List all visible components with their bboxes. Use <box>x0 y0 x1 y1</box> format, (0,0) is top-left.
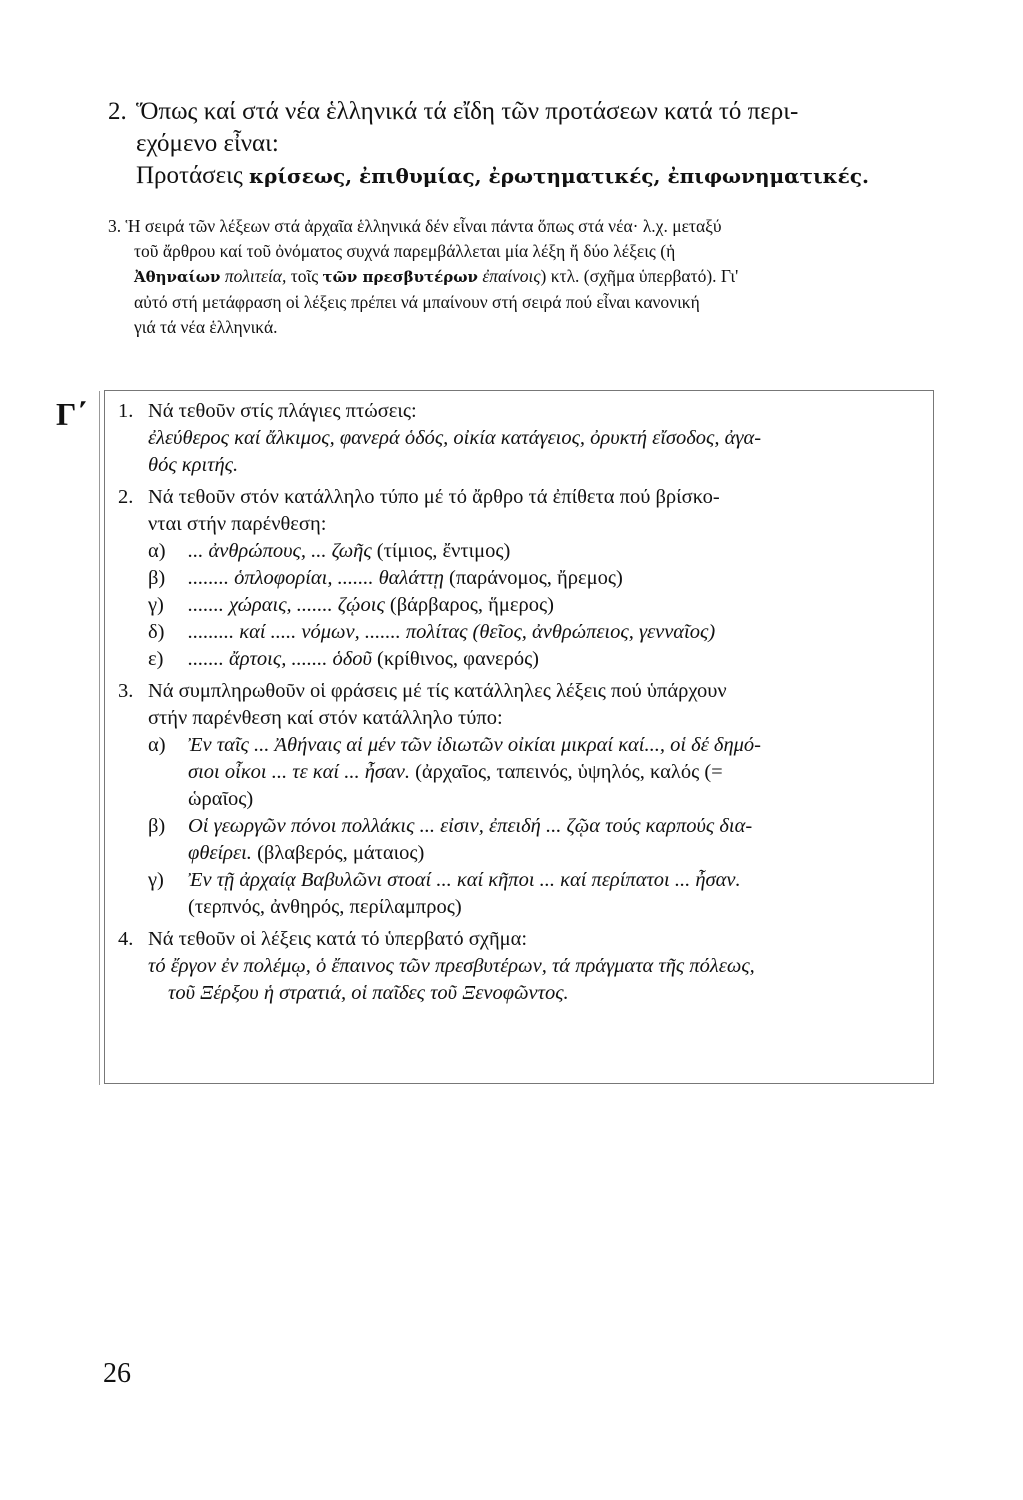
exercise-3-item-a <box>148 732 930 759</box>
exercise-3 <box>118 678 930 921</box>
section-2-line-2: εχόμενο εἶναι: <box>136 130 279 157</box>
section-2-line-1: Ὅπως καί στά νέα ἑλληνικά τά εἴδη τῶν προτάσεων κατά τό περι- <box>136 98 799 125</box>
section-3-text-3b: ) κτλ. (σχῆμα ὑπερβατό). Γι' <box>540 266 739 286</box>
section-3-line-4: αὐτό στή μετάφραση οἱ λέξεις πρέπει νά μπαίνουν στή σειρά πού εἶναι κανονική <box>134 292 700 312</box>
item-blanks: ......... καί ..... νόμων, ....... πολίτας (θεῖος, ἀνθρώπειος, γενναῖος) <box>188 621 716 643</box>
exercise-4-number: 4. <box>118 928 134 950</box>
item-line-2: σιοι οἶκοι ... τε καί ... ἦσαν. <box>188 761 410 783</box>
exercise-2-title-1: Νά τεθοῦν στόν κατάλληλο τύπο μέ τό ἄρθρο τά ἐπίθετα πού βρίσκο- <box>148 486 720 508</box>
section-3-line-2: τοῦ ἄρθρου καί τοῦ ὀνόματος συχνά παρεμβάλλεται μία λέξη ἤ δύο λέξεις (ἡ <box>134 241 676 261</box>
section-3-italic-2: ἐπαίνοις <box>482 266 541 286</box>
item-label: β) <box>148 815 166 837</box>
exercise-1-line-2: θός κριτής. <box>148 454 239 476</box>
section-3-text-3a: τοῖς <box>290 266 319 286</box>
item-options: (ἀρχαῖος, ταπεινός, ὑψηλός, καλός (= <box>415 761 723 783</box>
item-options: (τερπνός, ἀνθηρός, περίλαμπρος) <box>188 896 462 918</box>
exercise-2-number: 2. <box>118 486 134 508</box>
section-2-number: 2. <box>108 98 127 125</box>
section-3-bold-1: Ἀθηναίων <box>134 268 221 286</box>
page-number: 26 <box>103 1358 131 1389</box>
exercise-1-line-1: ἐλεύθερος καί ἄλκιμος, φανερά ὁδός, οἰκία κατάγειος, ὀρυκτή εἴσοδος, ἀγα- <box>148 427 762 449</box>
item-line-3: ὡραῖος) <box>188 788 254 810</box>
item-options: (παράνομος, ἤρεμος) <box>449 567 623 589</box>
exercise-3-number: 3. <box>118 680 134 702</box>
exercise-2-item-a <box>148 538 930 565</box>
exercise-4 <box>118 926 930 1007</box>
exercise-2-item-c <box>148 592 930 619</box>
section-3-note <box>108 214 938 340</box>
exercise-1 <box>118 398 930 479</box>
exercise-2-item-e <box>148 646 930 673</box>
exercise-1-number: 1. <box>118 400 134 422</box>
item-label: α) <box>148 734 166 756</box>
item-label: δ) <box>148 621 165 643</box>
section-3-number: 3. <box>108 216 122 236</box>
item-blanks: ....... ἄρτοις, ....... ὁδοῦ <box>188 648 372 670</box>
item-label: β) <box>148 567 166 589</box>
exercise-2-item-b <box>148 565 930 592</box>
exercises-content <box>118 398 930 1012</box>
item-blanks: ... ἀνθρώπους, ... ζωῆς <box>188 540 372 562</box>
item-blanks: ........ ὁπλοφορίαι, ....... θαλάττῃ <box>188 567 444 589</box>
exercise-2 <box>118 484 930 673</box>
section-2-line-3 <box>108 160 928 192</box>
section-gamma-label: Γ΄ <box>56 396 88 432</box>
section-3-text-1: Ἡ σειρά τῶν λέξεων στά ἀρχαῖα ἑλληνικά δέν εἶναι πάντα ὅπως στά νέα· λ.χ. μεταξύ <box>125 216 722 236</box>
section-3-italic-1: πολιτεία, <box>224 266 287 286</box>
exercise-4-title: Νά τεθοῦν οἱ λέξεις κατά τό ὑπερβατό σχῆμα: <box>148 928 528 950</box>
exercise-1-title: Νά τεθοῦν στίς πλάγιες πτώσεις: <box>148 400 417 422</box>
item-blanks: ....... χώραις, ....... ζῴοις <box>188 594 385 616</box>
item-options: (κρίθινος, φανερός) <box>377 648 540 670</box>
section-3-bold-2: τῶν πρεσβυτέρων <box>322 268 478 286</box>
item-line-1: Ἐν τῇ ἀρχαίᾳ Βαβυλῶνι στοαί ... καί κῆποι ... καί περίπατοι ... ἦσαν. <box>188 869 741 891</box>
exercise-3-title-2: στήν παρένθεση καί στόν κατάλληλο τύπο: <box>148 707 503 729</box>
item-options: (βάρβαρος, ἥμερος) <box>389 594 554 616</box>
section-2-sentence-types: κρίσεως, ἐπιθυμίας, ἐρωτηματικές, ἐπιφωνηματικές. <box>249 164 869 188</box>
item-label: ε) <box>148 648 164 670</box>
item-options: (βλαβερός, μάταιος) <box>257 842 425 864</box>
item-line-2: φθείρει. <box>188 842 252 864</box>
exercise-3-item-b <box>148 813 930 840</box>
item-line-1: Οἱ γεωργῶν πόνοι πολλάκις ... εἰσιν, ἐπειδή ... ζῷα τούς καρπούς δια- <box>188 815 753 837</box>
section-2-note <box>108 96 928 192</box>
item-options: (τίμιος, ἔντιμος) <box>376 540 511 562</box>
section-2-prefix: Προτάσεις <box>136 162 250 189</box>
item-label: α) <box>148 540 166 562</box>
item-label: γ) <box>148 869 164 891</box>
item-label: γ) <box>148 594 164 616</box>
item-line-1: Ἐν ταῖς ... Ἀθήναις αἱ μέν τῶν ἰδιωτῶν οἰκίαι μικραί καί..., οἱ δέ δημό- <box>188 734 761 756</box>
exercise-2-title-2: νται στήν παρένθεση: <box>148 513 327 535</box>
section-3-line-3 <box>108 264 938 290</box>
section-3-line-1 <box>108 214 938 239</box>
exercise-4-line-1: τό ἔργον ἐν πολέμῳ, ὁ ἔπαινος τῶν πρεσβυτέρων, τά πράγματα τῆς πόλεως, <box>148 955 755 977</box>
exercise-4-line-2: τοῦ Ξέρξου ἡ στρατιά, οἱ παῖδες τοῦ Ξενοφῶντος. <box>168 982 569 1004</box>
exercise-3-item-c <box>148 867 930 894</box>
exercise-2-item-d <box>148 619 930 646</box>
exercise-3-title-1: Νά συμπληρωθοῦν οἱ φράσεις μέ τίς κατάλληλες λέξεις πού ὑπάρχουν <box>148 680 727 702</box>
section-3-line-5: γιά τά νέα ἑλληνικά. <box>134 317 278 337</box>
